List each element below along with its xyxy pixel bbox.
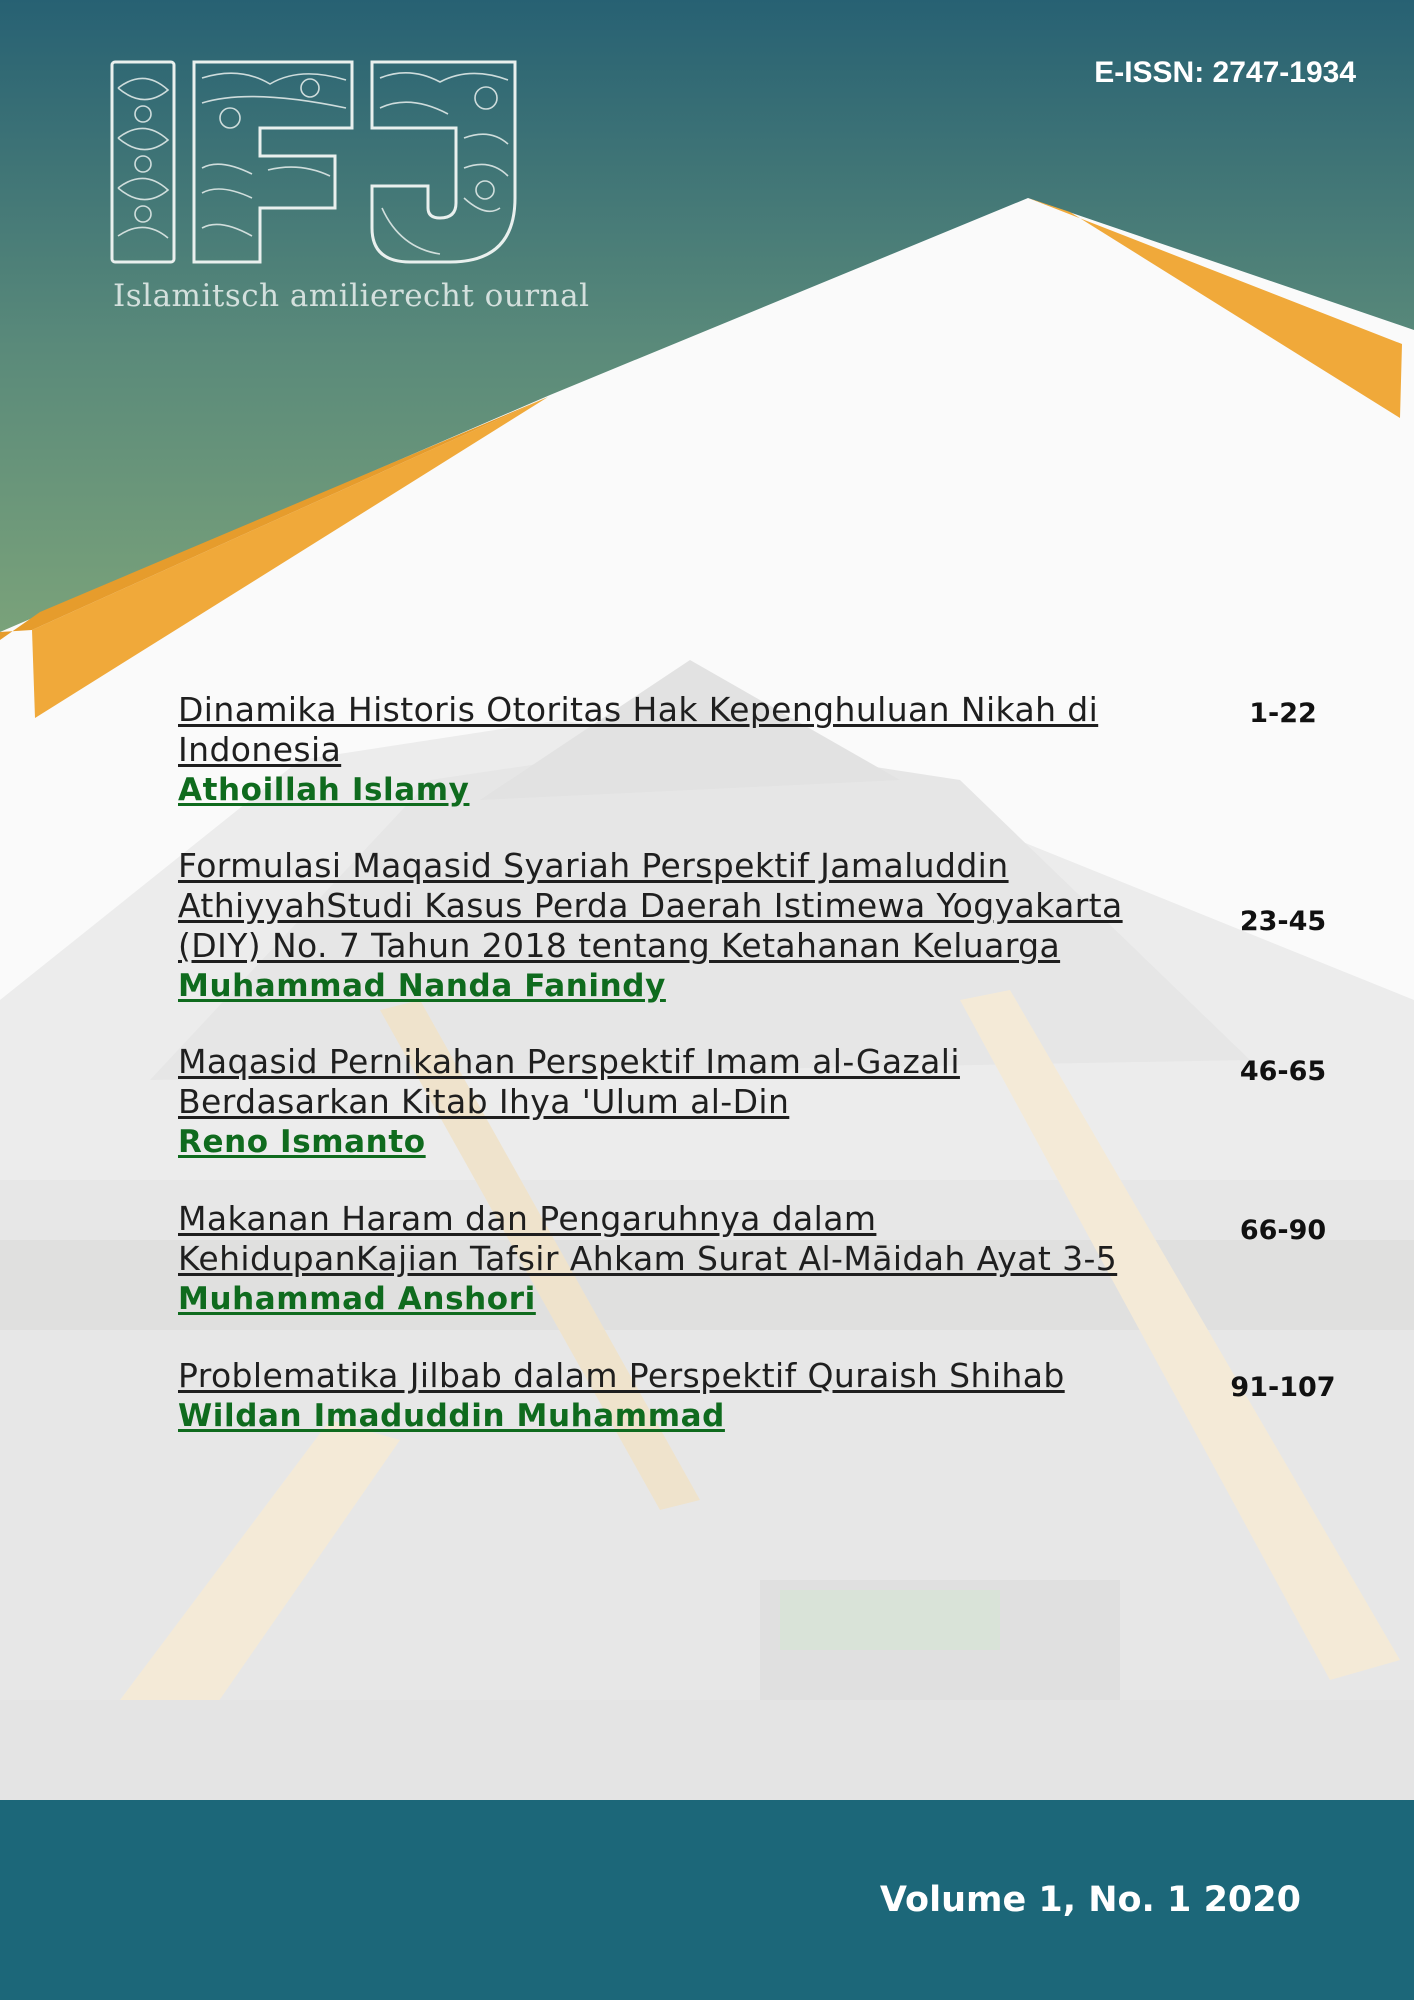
title-line: Makanan Haram dan Pengaruhnya dalam xyxy=(178,1199,877,1238)
title-line: (DIY) No. 7 Tahun 2018 tentang Ketahanan Keluarga xyxy=(178,926,1061,965)
volume-issue-label: Volume 1, No. 1 2020 xyxy=(879,1880,1301,1920)
author-link[interactable]: Muhammad Nanda Fanindy xyxy=(178,968,666,1004)
toc-entry xyxy=(178,846,1358,1006)
title-line: Berdasarkan Kitab Ihya 'Ulum al-Din xyxy=(178,1082,790,1121)
article-title-link[interactable] xyxy=(178,690,1168,770)
page-range: 1-22 xyxy=(1249,698,1317,729)
title-line: Indonesia xyxy=(178,730,342,769)
title-line: KehidupanKajian Tafsir Ahkam Surat Al-Māidah Ayat 3-5 xyxy=(178,1239,1118,1278)
title-line: Dinamika Historis Otoritas Hak Kepenghuluan Nikah di xyxy=(178,690,1099,729)
toc-entry xyxy=(178,690,1358,810)
footer-band xyxy=(0,1800,1414,2000)
author-link[interactable]: Wildan Imaduddin Muhammad xyxy=(178,1398,725,1434)
title-line: AthiyyahStudi Kasus Perda Daerah Istimewa Yogyakarta xyxy=(178,886,1123,925)
toc-entry xyxy=(178,1042,1358,1162)
author-link[interactable]: Athoillah Islamy xyxy=(178,772,470,808)
toc-entry xyxy=(178,1199,1358,1319)
logo-subtitle: Islamitsch amilierecht ournal xyxy=(113,278,590,314)
article-title-link[interactable] xyxy=(178,1042,1168,1122)
page-range: 46-65 xyxy=(1239,1056,1327,1087)
page-range: 91-107 xyxy=(1230,1372,1336,1403)
page-range: 66-90 xyxy=(1239,1215,1327,1246)
title-line: Problematika Jilbab dalam Perspektif Quraish Shihab xyxy=(178,1356,1065,1395)
author-link[interactable]: Muhammad Anshori xyxy=(178,1281,536,1317)
issn-label: E-ISSN: 2747-1934 xyxy=(1094,56,1356,89)
article-title-link[interactable] xyxy=(178,846,1168,966)
article-title-link[interactable] xyxy=(178,1356,1168,1396)
article-title-link[interactable] xyxy=(178,1199,1168,1279)
author-link[interactable]: Reno Ismanto xyxy=(178,1124,426,1160)
ifj-logo xyxy=(110,58,520,268)
title-line: Maqasid Pernikahan Perspektif Imam al-Gazali xyxy=(178,1042,960,1081)
title-line: Formulasi Maqasid Syariah Perspektif Jamaluddin xyxy=(178,846,1009,885)
toc-entry xyxy=(178,1356,1358,1436)
page-range: 23-45 xyxy=(1239,906,1327,937)
